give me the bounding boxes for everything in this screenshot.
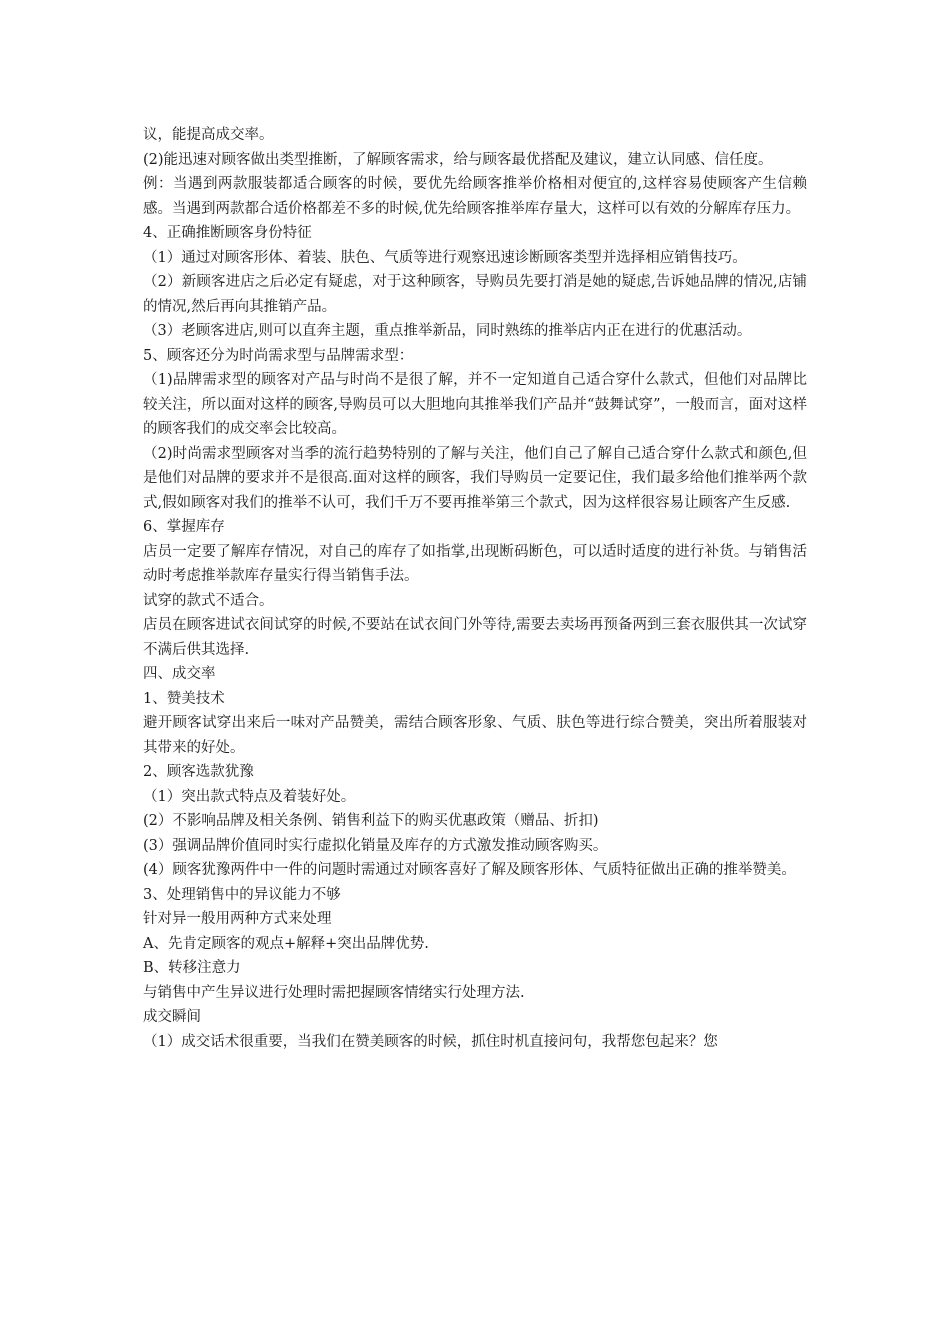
paragraph: 店员在顾客进试衣间试穿的时候,不要站在试衣间门外等待,需要去卖场再预备两到三套衣服供其一次试穿不满后供其选择. (143, 617, 807, 658)
section-heading: 4、正确推断顾客身份特征 (143, 225, 312, 241)
section-heading: 成交瞬间 (143, 1009, 201, 1025)
paragraph: (2)能迅速对顾客做出类型推断，了解顾客需求，给与顾客最优搭配及建议，建立认同感、信任度。 (143, 151, 773, 168)
document-body (143, 123, 807, 1054)
section-heading: 2、顾客选款犹豫 (143, 764, 254, 780)
paragraph: 与销售中产生异议进行处理时需把握顾客情绪实行处理方法. (143, 984, 525, 1001)
section-heading: 四、成交率 (143, 666, 216, 682)
paragraph: 店员一定要了解库存情况，对自己的库存了如指掌,出现断码断色，可以适时适度的进行补货。与销售活动时考虑推举款库存量实行得当销售手法。 (143, 543, 807, 584)
paragraph: （1）通过对顾客形体、着装、肤色、气质等进行观察迅速诊断顾客类型并选择相应销售技巧。 (143, 249, 747, 266)
paragraph: （2）新顾客进店之后必定有疑虑，对于这种顾客，导购员先要打消是她的疑虑,告诉她品牌的情况,店铺的情况,然后再向其推销产品。 (143, 274, 807, 315)
paragraph: 试穿的款式不适合。 (143, 592, 274, 609)
paragraph: （1）成交话术很重要，当我们在赞美顾客的时候，抓住时机直接问句，我帮您包起来？您 (143, 1033, 718, 1050)
section-heading: 6、掌握库存 (143, 519, 225, 535)
paragraph: 避开顾客试穿出来后一味对产品赞美，需结合顾客形象、气质、肤色等进行综合赞美，突出所着服装对其带来的好处。 (143, 715, 807, 756)
paragraph: （3）老顾客进店,则可以直奔主题，重点推举新品，同时熟练的推举店内正在进行的优惠活动。 (143, 323, 752, 339)
paragraph: (4）顾客犹豫两件中一件的问题时需通过对顾客喜好了解及顾客形体、气质特征做出正确的推举赞美。 (143, 862, 796, 878)
paragraph: (2）不影响品牌及相关条例、销售利益下的购买优惠政策（赠品、折扣) (143, 813, 599, 829)
section-heading: 5、顾客还分为时尚需求型与品牌需求型： (143, 347, 414, 364)
paragraph: （1)品牌需求型的顾客对产品与时尚不是很了解，并不一定知道自己适合穿什么款式，但他们对品牌比较关注，所以面对这样的顾客,导购员可以大胆地向其推举我们产品并“鼓舞试穿”，一般而言，面对这样的顾客我们的成交率会比较高。 (143, 372, 807, 437)
section-heading: 1、赞美技术 (143, 690, 225, 707)
paragraph: A、先肯定顾客的观点+解释+突出品牌优势. (143, 935, 429, 952)
paragraph: 针对异一般用两种方式来处理 (143, 911, 332, 927)
paragraph: 例：当遇到两款服装都适合顾客的时候，要优先给顾客推举价格相对便宜的,这样容易使顾客产生信赖感。当遇到两款都合适价格都差不多的时候,优先给顾客推举库存量大，这样可以有效的分解库存压力。 (143, 176, 807, 217)
paragraph: （2)时尚需求型顾客对当季的流行趋势特别的了解与关注，他们自己了解自己适合穿什么款式和颜色,但是他们对品牌的要求并不是很高.面对这样的顾客，我们导购员一定要记住，我们最多给他们推举两个款式,假如顾客对我们的推举不认可，我们千万不要再推举第三个款式，因为这样很容易让顾客产生反感. (143, 445, 807, 511)
paragraph: (3）强调品牌价值同时实行虚拟化销量及库存的方式激发推动顾客购买。 (143, 837, 608, 854)
section-heading: 3、处理销售中的异议能力不够 (143, 886, 341, 903)
paragraph: B、转移注意力 (143, 960, 241, 976)
paragraph: 议，能提高成交率。 (143, 127, 274, 143)
paragraph: （1）突出款式特点及着装好处。 (143, 788, 356, 805)
